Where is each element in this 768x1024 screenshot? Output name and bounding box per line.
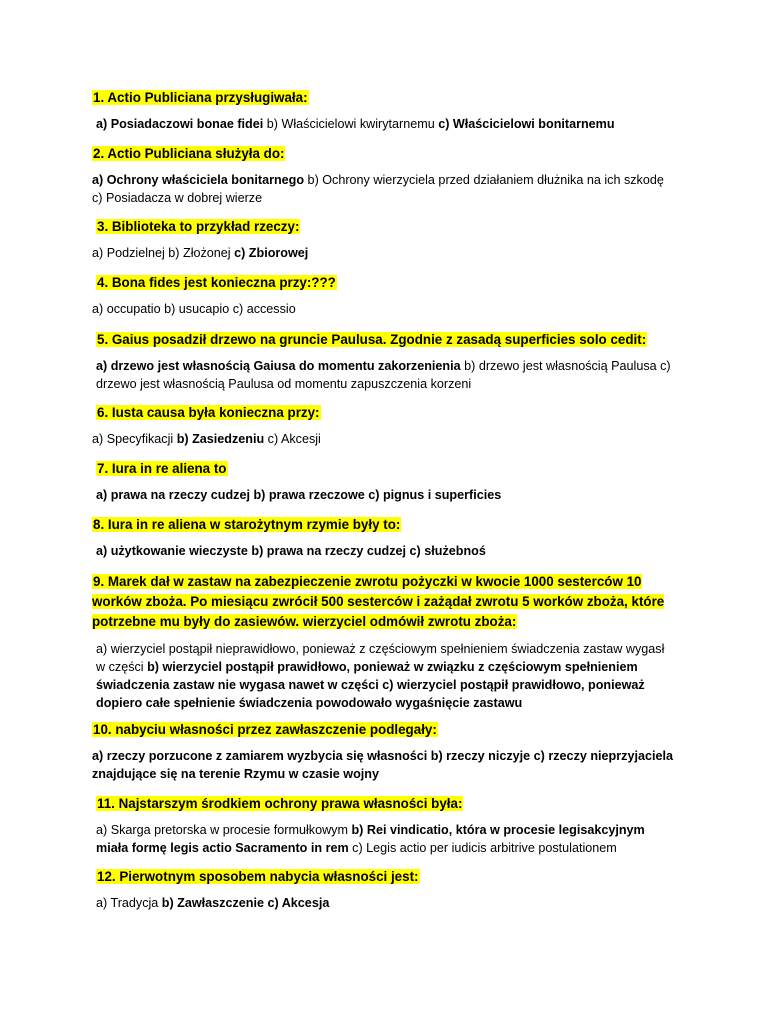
question-block-10 <box>92 720 676 783</box>
answer-segment: c) Zbiorowej <box>234 246 309 260</box>
answer-segment: a) Skarga pretorska w procesie formułkowym <box>96 823 352 837</box>
question-heading: 5. Gaius posadził drzewo na gruncie Paulusa. Zgodnie z zasadą superficies solo cedit: <box>97 332 647 347</box>
answer-segment: c) Akcesji <box>264 432 321 446</box>
question-heading: 12. Pierwotnym sposobem nabycia własności jest: <box>97 869 419 884</box>
answer-text <box>92 821 676 857</box>
answer-segment: a) occupatio b) usucapio c) accessio <box>92 302 296 316</box>
answer-segment: b) Rei vindicatio, która w procesie legisakcyjnym miała formę legis actio Sacramento in rem <box>96 823 645 855</box>
answer-segment: a) Ochrony właściciela bonitarnego <box>92 173 305 187</box>
answer-segment: a) Tradycja <box>96 896 162 910</box>
answer-segment: a) prawa na rzeczy cudzej b) prawa rzeczowe c) pignus i superficies <box>96 488 502 502</box>
answer-segment: b) Właścicielowi kwirytarnemu <box>263 117 439 131</box>
answer-text <box>92 747 676 783</box>
answer-text <box>92 640 676 712</box>
answer-segment: a) użytkowanie wieczyste b) prawa na rzeczy cudzej c) służebnoś <box>96 544 486 558</box>
question-heading: 8. Iura in re aliena w starożytnym rzymie były to: <box>93 517 401 532</box>
question-block-9 <box>92 572 676 712</box>
question-block-3 <box>92 217 676 262</box>
question-heading: 7. Iura in re aliena to <box>97 461 227 476</box>
question-block-12 <box>92 867 676 912</box>
question-heading: 3. Biblioteka to przykład rzeczy: <box>97 219 300 234</box>
answer-segment: a) Podzielnej b) Złożonej <box>92 246 235 260</box>
answer-segment: c) Legis actio per iudicis arbitrive postulationem <box>348 841 617 855</box>
answer-segment: a) rzeczy porzucone z zamiarem wyzbycia się własności b) rzeczy niczyje c) rzeczy nieprzyjaciela znajdujące się na terenie Rzymu w czasie wojny <box>92 749 673 781</box>
answer-text <box>92 894 676 912</box>
answer-segment: b) wierzyciel postąpił prawidłowo, ponieważ w związku z częściowym spełnieniem świadczenia zastaw nie wygasa nawet w części c) wierzyciel postąpił prawidłowo, ponieważ dopiero całe spełnienie świadczenia powodowało wygaśnięcie zastawu <box>96 660 645 710</box>
question-block-1 <box>92 88 676 133</box>
answer-text <box>92 430 676 448</box>
question-heading: 4. Bona fides jest konieczna przy:??? <box>97 275 336 290</box>
question-heading: 2. Actio Publiciana służyła do: <box>93 146 285 161</box>
answer-text <box>92 171 676 207</box>
answer-segment: c) Właścicielowi bonitarnemu <box>438 117 615 131</box>
answer-text <box>92 300 676 318</box>
question-heading: 1. Actio Publiciana przysługiwała: <box>93 90 308 105</box>
answer-text <box>92 357 676 393</box>
question-block-6 <box>92 403 676 448</box>
question-block-8 <box>92 515 676 560</box>
answer-segment: b) Zasiedzeniu <box>176 432 265 446</box>
answer-segment: a) wierzyciel postąpił nieprawidłowo, ponieważ z częściowym spełnieniem świadczenia zastaw wygasł w części <box>96 642 665 674</box>
question-heading: 11. Najstarszym środkiem ochrony prawa własności była: <box>97 796 463 811</box>
answer-segment: b) Zawłaszczenie c) Akcesja <box>161 896 330 910</box>
question-heading: 9. Marek dał w zastaw na zabezpieczenie zwrotu pożyczki w kwocie 1000 sesterców 10 worków zboża. Po miesiącu zwrócił 500 sesterców i zażądał zwrotu 5 worków zboża, które potrzebne mu były do zasiewów. wierzyciel odmówił zwrotu zboża: <box>92 574 665 629</box>
answer-text <box>92 542 676 560</box>
answer-text <box>92 115 676 133</box>
question-block-4 <box>92 273 676 318</box>
answer-text <box>92 486 676 504</box>
answer-segment: a) Posiadaczowi bonae fidei <box>96 117 264 131</box>
answer-segment: a) drzewo jest własnością Gaiusa do momentu zakorzenienia <box>96 359 461 373</box>
question-block-7 <box>92 459 676 504</box>
question-block-2 <box>92 144 676 207</box>
answer-segment: a) Specyfikacji <box>92 432 177 446</box>
question-block-11 <box>92 794 676 857</box>
answer-segment: b) Ochrony wierzyciela przed działaniem dłużnika na ich szkodę c) Posiadacza w dobrej wierze <box>92 173 664 205</box>
answer-segment: b) drzewo jest własnością Paulusa c) drzewo jest własnością Paulusa od momentu zapuszczenia korzeni <box>96 359 671 391</box>
answer-text <box>92 244 676 262</box>
question-block-5 <box>92 330 676 393</box>
question-heading: 10. nabyciu własności przez zawłaszczenie podlegały: <box>93 722 437 737</box>
question-heading: 6. Iusta causa była konieczna przy: <box>97 405 320 420</box>
